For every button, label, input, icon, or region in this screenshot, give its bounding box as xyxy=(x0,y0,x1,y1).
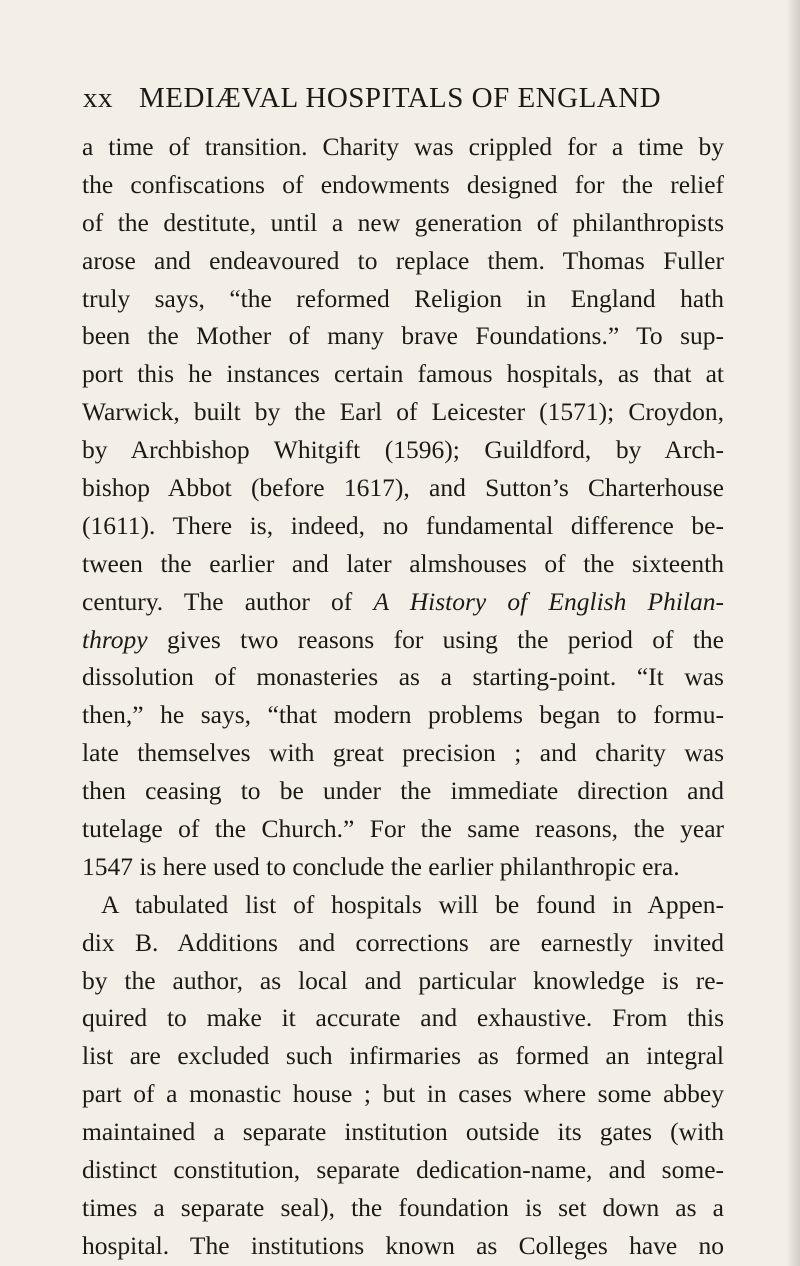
book-title: MEDIÆVAL HOSPITALS OF ENGLAND xyxy=(139,82,662,114)
text-line xyxy=(82,583,724,621)
text-segment: century. The author of xyxy=(82,586,374,616)
text-line: dix B. Additions and corrections are earnestly invited xyxy=(82,927,724,957)
text-line: times a separate seal), the foundation is set down as a xyxy=(82,1192,724,1222)
text-line: list are excluded such infirmaries as formed an integral xyxy=(82,1041,724,1071)
text-line xyxy=(82,621,724,659)
text-line: distinct constitution, separate dedication-name, and some- xyxy=(82,1155,724,1185)
page-number: xx xyxy=(83,82,113,114)
running-head xyxy=(83,82,723,115)
text-line: a time of transition. Charity was crippled for a time by xyxy=(82,132,724,161)
book-title-italic: A History of English Philan- xyxy=(373,586,724,616)
text-line: quired to make it accurate and exhaustive. From this xyxy=(82,1003,724,1033)
text-line: port this he instances certain famous hospitals, as that at xyxy=(82,359,724,389)
text-line: (1611). There is, indeed, no fundamental difference be- xyxy=(82,510,724,540)
text-line: then ceasing to be under the immediate direction and xyxy=(82,776,724,806)
text-line: late themselves with great precision ; and charity was xyxy=(82,738,724,768)
text-line: arose and endeavoured to replace them. Thomas Fuller xyxy=(82,245,724,275)
text-line: been the Mother of many brave Foundations.” To sup- xyxy=(82,321,724,351)
text-line: of the destitute, until a new generation of philanthropists xyxy=(82,207,724,237)
text-line: by Archbishop Whitgift (1596); Guildford, by Arch- xyxy=(82,435,724,465)
paragraph-first-line: A tabulated list of hospitals will be found in Appen- xyxy=(101,889,724,919)
text-line: 1547 is here used to conclude the earlier philanthropic era. xyxy=(82,851,680,881)
text-line: truly says, “the reformed Religion in England hath xyxy=(82,283,724,313)
text-segment: gives two reasons for using the period of the xyxy=(147,624,724,654)
text-line: Warwick, built by the Earl of Leicester (1571); Croydon, xyxy=(82,397,724,427)
body-text xyxy=(82,128,724,1265)
text-line: tutelage of the Church.” For the same reasons, the year xyxy=(82,814,724,844)
book-title-italic: thropy xyxy=(82,624,148,654)
text-line: the confiscations of endowments designed for the relief xyxy=(82,169,724,199)
text-line: tween the earlier and later almshouses of the sixteenth xyxy=(82,548,724,578)
text-line: part of a monastic house ; but in cases where some abbey xyxy=(82,1079,724,1109)
text-line: bishop Abbot (before 1617), and Sutton’s Charterhouse xyxy=(82,473,724,503)
text-line: then,” he says, “that modern problems began to formu- xyxy=(82,700,724,730)
text-line: hospital. The institutions known as Colleges have no xyxy=(82,1230,724,1260)
page-edge-shadow xyxy=(786,0,800,1266)
text-line: dissolution of monasteries as a starting-point. “It was xyxy=(82,662,724,692)
text-line: maintained a separate institution outside its gates (with xyxy=(82,1117,724,1147)
text-line: by the author, as local and particular knowledge is re- xyxy=(82,965,724,995)
